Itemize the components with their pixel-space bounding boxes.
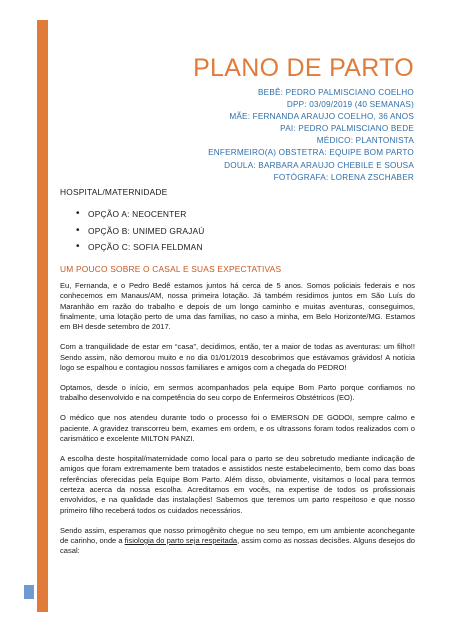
paragraph-team: Optamos, desde o início, em sermos acompanhados pela equipe Bom Parto porque confiamos no trabalho desenvolvido e na competência do seu corpo de Enfermeiros Obstétricos (EO). bbox=[60, 382, 415, 403]
wishes-text-after: , assim como as nossas decisões. Alguns desejos do casal: bbox=[60, 535, 415, 556]
wishes-text-underlined: fisiologia do parto seja respeitada bbox=[124, 535, 238, 545]
hospital-options-list bbox=[76, 206, 205, 256]
info-line-doctor: MÉDICO: PLANTONISTA bbox=[316, 136, 414, 146]
side-accent-bar bbox=[37, 20, 48, 612]
option-a: • OPÇÃO A: NEOCENTER bbox=[76, 206, 205, 223]
page-title: PLANO DE PARTO bbox=[193, 54, 414, 82]
info-line-nurse: ENFERMEIRO(A) OBSTETRA: EQUIPE BOM PARTO bbox=[208, 148, 414, 158]
info-line-baby: BEBÊ: PEDRO PALMISCIANO COELHO bbox=[258, 88, 414, 97]
paragraph-wishes bbox=[60, 526, 415, 557]
info-line-photographer: FOTÓGRAFA: LORENA ZSCHABER bbox=[273, 172, 414, 182]
info-line-mother: MÃE: FERNANDA ARAUJO COELHO, 36 ANOS bbox=[229, 112, 414, 122]
option-c: • OPÇÃO C: SOFIA FELDMAN bbox=[76, 239, 205, 256]
info-line-doula: DOULA: BARBARA ARAUJO CHEBILE E SOUSA bbox=[224, 160, 414, 170]
info-line-father: PAI: PEDRO PALMISCIANO BEDE bbox=[280, 124, 414, 134]
wishes-text-before: Sendo assim, esperamos que nosso primogênito chegue no seu tempo, em um ambiente aconchegante de carinho, onde a bbox=[60, 525, 415, 545]
body-text bbox=[60, 281, 415, 566]
paragraph-pregnancy: Com a tranquilidade de estar em “casa”, decidimos, então, ter a maior de todas as aventuras: um filho!! Sendo assim, não demorou muito e no dia 01/01/2019 descobrimos que estávamos grávidos! A notícia logo se espalhou e contagiou nossos familiares e amigos com a chegada do PEDRO! bbox=[60, 342, 415, 372]
info-block bbox=[208, 87, 414, 184]
corner-marker bbox=[24, 585, 34, 599]
paragraph-doctor: O médico que nos atendeu durante todo o processo foi o EMERSON DE GODOI, sempre calmo e paciente. A gravidez transcorreu bem, exames em ordem, e os ultrassons foram todos realizados com o carismático e excelente MILTON PANZI. bbox=[60, 413, 415, 443]
info-line-due-date: DPP: 03/09/2019 (40 SEMANAS) bbox=[286, 100, 414, 110]
hospital-heading: HOSPITAL/MATERNIDADE bbox=[60, 187, 168, 197]
section-heading: UM POUCO SOBRE O CASAL E SUAS EXPECTATIVAS bbox=[60, 264, 282, 274]
option-b: • OPÇÃO B: UNIMED GRAJAÚ bbox=[76, 223, 205, 240]
paragraph-couple: Eu, Fernanda, e o Pedro Bedê estamos juntos há cerca de 5 anos. Somos policiais federais e nos conhecemos em Manaus/AM, nossa primeira lotação. Já também residimos juntos em São Luís do Maranhão em razão do trabalho e depois de um longo caminho e muitas aventuras, conseguimos, finalmente, uma lotação perto de uma das famílias, no caso a minha, em Belo Horizonte/MG. Estamos em BH desde setembro de 2017. bbox=[60, 281, 415, 332]
paragraph-hospital: A escolha deste hospital/maternidade como local para o parto se deu sobretudo mediante indicação de amigos que foram extremamente bem tratados e assistidos neste estabelecimento, bem como das boas referências oferecidas pela Equipe Bom Parto. Além disso, obviamente, visitamos o local para termos certeza acerca da nossa escolha. Acreditamos em vocês, na expertise de todos os profissionais envolvidos, e na qualidade das instalações! Sabemos que teremos um parto respeitoso e que nosso primeiro filho receberá todos os cuidados necessários. bbox=[60, 454, 415, 515]
